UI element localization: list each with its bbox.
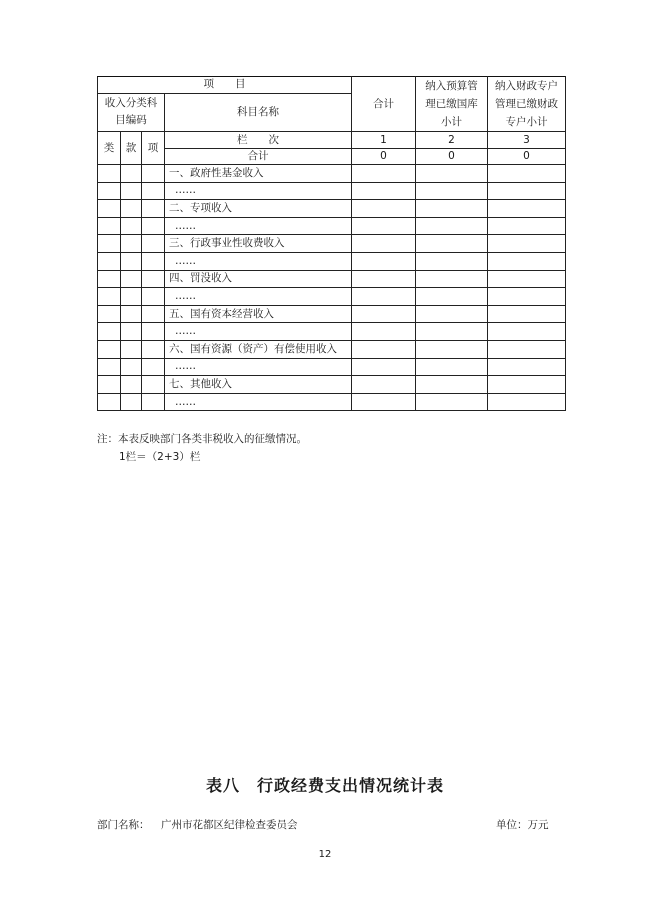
table-row <box>98 165 566 183</box>
empty-cell <box>142 200 165 218</box>
empty-cell <box>488 323 566 341</box>
empty-cell <box>142 288 165 306</box>
empty-cell <box>352 182 416 200</box>
empty-cell <box>98 200 121 218</box>
table-row <box>98 358 566 376</box>
empty-cell <box>121 182 142 200</box>
header-xiang: 项 <box>142 132 165 165</box>
header-total: 合计 <box>352 77 416 132</box>
sum-value: 0 <box>488 149 566 165</box>
empty-cell <box>142 182 165 200</box>
empty-cell <box>488 376 566 394</box>
empty-cell <box>352 165 416 183</box>
empty-cell <box>488 182 566 200</box>
empty-cell <box>352 340 416 358</box>
empty-cell <box>98 270 121 288</box>
subject-name-cell: 六、国有资源（资产）有偿使用收入 <box>165 340 352 358</box>
empty-cell <box>352 288 416 306</box>
empty-cell <box>488 252 566 270</box>
empty-cell <box>98 165 121 183</box>
empty-cell <box>352 235 416 253</box>
empty-cell <box>121 165 142 183</box>
empty-cell <box>352 393 416 411</box>
empty-cell <box>142 235 165 253</box>
empty-cell <box>416 182 488 200</box>
header-income-code: 收入分类科目编码 <box>98 93 165 131</box>
sum-value: 0 <box>352 149 416 165</box>
empty-cell <box>98 323 121 341</box>
subject-name-cell: 五、国有资本经营收入 <box>165 305 352 323</box>
empty-cell <box>121 217 142 235</box>
empty-cell <box>98 340 121 358</box>
empty-cell <box>416 165 488 183</box>
empty-cell <box>416 217 488 235</box>
empty-cell <box>98 393 121 411</box>
empty-cell <box>352 252 416 270</box>
empty-cell <box>488 358 566 376</box>
empty-cell <box>416 393 488 411</box>
empty-cell <box>121 288 142 306</box>
table-row <box>98 393 566 411</box>
subject-name-cell: …… <box>165 288 352 306</box>
empty-cell <box>352 376 416 394</box>
header-item: 项 目 <box>98 77 352 94</box>
table-note-formula: 1栏＝（2+3）栏 <box>119 451 201 463</box>
empty-cell <box>121 376 142 394</box>
empty-cell <box>142 376 165 394</box>
subject-name-cell: …… <box>165 252 352 270</box>
header-lei: 类 <box>98 132 121 165</box>
empty-cell <box>142 323 165 341</box>
empty-cell <box>142 252 165 270</box>
empty-cell <box>142 217 165 235</box>
empty-cell <box>98 217 121 235</box>
empty-cell <box>416 305 488 323</box>
subject-name-cell: 四、罚没收入 <box>165 270 352 288</box>
column-number: 1 <box>352 132 416 149</box>
empty-cell <box>488 340 566 358</box>
page-number: 12 <box>318 849 332 860</box>
subject-name-cell: …… <box>165 358 352 376</box>
table-note: 注：本表反映部门各类非税收入的征缴情况。 <box>97 433 307 445</box>
empty-cell <box>416 270 488 288</box>
empty-cell <box>488 270 566 288</box>
subject-name-cell: 一、政府性基金收入 <box>165 165 352 183</box>
table-row <box>98 235 566 253</box>
table-row <box>98 217 566 235</box>
sum-value: 0 <box>416 149 488 165</box>
empty-cell <box>352 358 416 376</box>
subject-name-cell: …… <box>165 182 352 200</box>
empty-cell <box>352 270 416 288</box>
empty-cell <box>142 305 165 323</box>
subject-name-cell: 三、行政事业性收费收入 <box>165 235 352 253</box>
column-index-label: 栏 次 <box>165 132 352 149</box>
empty-cell <box>98 305 121 323</box>
empty-cell <box>416 340 488 358</box>
table-row <box>98 288 566 306</box>
subject-name-cell: …… <box>165 393 352 411</box>
empty-cell <box>121 393 142 411</box>
next-table-title: 表八 行政经费支出情况统计表 <box>205 776 444 795</box>
empty-cell <box>121 340 142 358</box>
empty-cell <box>121 270 142 288</box>
empty-cell <box>416 288 488 306</box>
table-row <box>98 252 566 270</box>
empty-cell <box>98 376 121 394</box>
empty-cell <box>488 235 566 253</box>
table-row <box>98 200 566 218</box>
empty-cell <box>352 305 416 323</box>
empty-cell <box>121 235 142 253</box>
empty-cell <box>488 217 566 235</box>
subject-name-cell: 二、专项收入 <box>165 200 352 218</box>
subject-name-cell: …… <box>165 217 352 235</box>
header-subject-name: 科目名称 <box>165 93 352 131</box>
empty-cell <box>142 165 165 183</box>
empty-cell <box>142 393 165 411</box>
empty-cell <box>488 305 566 323</box>
table-row <box>98 305 566 323</box>
non-tax-income-table <box>97 76 566 411</box>
unit-label: 单位：万元 <box>496 819 549 831</box>
table-row <box>98 340 566 358</box>
table-row <box>98 323 566 341</box>
empty-cell <box>416 252 488 270</box>
empty-cell <box>416 200 488 218</box>
column-number: 2 <box>416 132 488 149</box>
empty-cell <box>416 323 488 341</box>
header-kuan: 款 <box>121 132 142 165</box>
empty-cell <box>416 376 488 394</box>
empty-cell <box>416 235 488 253</box>
empty-cell <box>121 323 142 341</box>
column-number: 3 <box>488 132 566 149</box>
empty-cell <box>98 252 121 270</box>
empty-cell <box>98 358 121 376</box>
empty-cell <box>142 340 165 358</box>
sum-row <box>98 149 566 165</box>
empty-cell <box>98 182 121 200</box>
empty-cell <box>121 305 142 323</box>
empty-cell <box>121 358 142 376</box>
table-row <box>98 182 566 200</box>
department-label: 部门名称： <box>97 819 150 831</box>
empty-cell <box>98 288 121 306</box>
empty-cell <box>488 288 566 306</box>
empty-cell <box>488 393 566 411</box>
empty-cell <box>352 217 416 235</box>
empty-cell <box>352 200 416 218</box>
header-fiscal-subtotal: 纳入财政专户管理已缴财政专户小计 <box>488 77 566 132</box>
empty-cell <box>352 323 416 341</box>
empty-cell <box>416 358 488 376</box>
empty-cell <box>488 200 566 218</box>
empty-cell <box>98 235 121 253</box>
empty-cell <box>142 270 165 288</box>
empty-cell <box>121 252 142 270</box>
subject-name-cell: 七、其他收入 <box>165 376 352 394</box>
department-name: 广州市花都区纪律检查委员会 <box>161 819 298 831</box>
empty-cell <box>142 358 165 376</box>
subject-name-cell: …… <box>165 323 352 341</box>
empty-cell <box>121 200 142 218</box>
sum-label: 合计 <box>165 149 352 165</box>
header-budget-subtotal: 纳入预算管理已缴国库小计 <box>416 77 488 132</box>
table-row <box>98 270 566 288</box>
empty-cell <box>488 165 566 183</box>
table-row <box>98 376 566 394</box>
